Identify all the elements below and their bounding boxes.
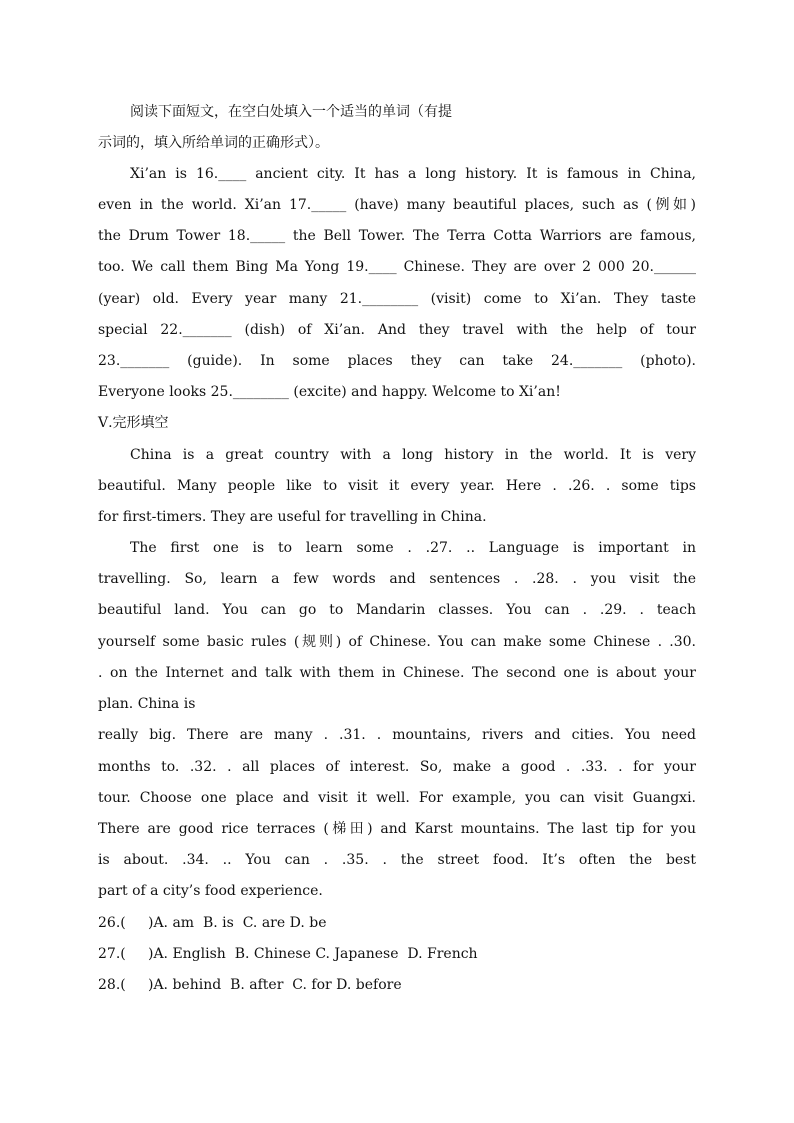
cloze-passage-line: months to. .32. . all places of interest. So, make a good . .33. . for your <box>98 759 696 775</box>
fill-passage-line: too. We call them Bing Ma Yong 19.____ Chinese. They are over 2 000 20.______ <box>98 259 696 275</box>
cloze-passage-line: part of a city’s food experience. <box>98 883 323 899</box>
question-28: 28.( )A. behind B. after C. for D. before <box>98 977 402 993</box>
cloze-passage-line: travelling. So, learn a few words and sentences . .28. . you visit the <box>98 571 696 587</box>
question-26: 26.( )A. am B. is C. are D. be <box>98 915 327 931</box>
cloze-heading: Ⅴ.完形填空 <box>98 415 169 431</box>
cloze-passage-line: tour. Choose one place and visit it well. For example, you can visit Guangxi. <box>98 790 696 806</box>
cloze-passage-line: . on the Internet and talk with them in Chinese. The second one is about your <box>98 665 696 681</box>
instruction-line-1: 阅读下面短文，在空白处填入一个适当的单词（有提 <box>130 104 452 120</box>
cloze-passage-line: for first-timers. They are useful for travelling in China. <box>98 509 487 525</box>
instruction-line-2: 示词的，填入所给单词的正确形式）。 <box>98 135 329 151</box>
cloze-passage-line: beautiful land. You can go to Mandarin classes. You can . .29. . teach <box>98 602 696 618</box>
fill-passage-line: Everyone looks 25.________ (excite) and happy. Welcome to Xi’an! <box>98 384 561 400</box>
cloze-passage-line: The first one is to learn some . .27. .. Language is important in <box>130 540 696 556</box>
cloze-passage-line: really big. There are many . .31. . mountains, rivers and cities. You need <box>98 727 696 743</box>
cloze-passage-line: beautiful. Many people like to visit it every year. Here . .26. . some tips <box>98 478 696 494</box>
fill-passage-line: Xi’an is 16.____ ancient city. It has a long history. It is famous in China, <box>130 166 696 182</box>
cloze-passage-line: plan. China is <box>98 696 196 712</box>
cloze-passage-line: is about. .34. .. You can . .35. . the street food. It’s often the best <box>98 852 696 868</box>
fill-passage-line: special 22._______ (dish) of Xi’an. And they travel with the help of tour <box>98 322 696 338</box>
fill-passage-line: 23._______ (guide). In some places they can take 24._______ (photo). <box>98 353 696 369</box>
fill-passage-line: (year) old. Every year many 21.________ (visit) come to Xi’an. They taste <box>98 291 696 307</box>
cloze-passage-line: yourself some basic rules (规则) of Chinese. You can make some Chinese . .30. <box>98 634 696 650</box>
cloze-passage-line: China is a great country with a long history in the world. It is very <box>130 447 696 463</box>
fill-passage-line: the Drum Tower 18._____ the Bell Tower. The Terra Cotta Warriors are famous, <box>98 228 696 244</box>
cloze-passage-line: There are good rice terraces (梯田) and Karst mountains. The last tip for you <box>98 821 696 837</box>
question-27: 27.( )A. English B. Chinese C. Japanese D. French <box>98 946 478 962</box>
fill-passage-line: even in the world. Xi’an 17._____ (have) many beautiful places, such as (例如) <box>98 197 696 213</box>
